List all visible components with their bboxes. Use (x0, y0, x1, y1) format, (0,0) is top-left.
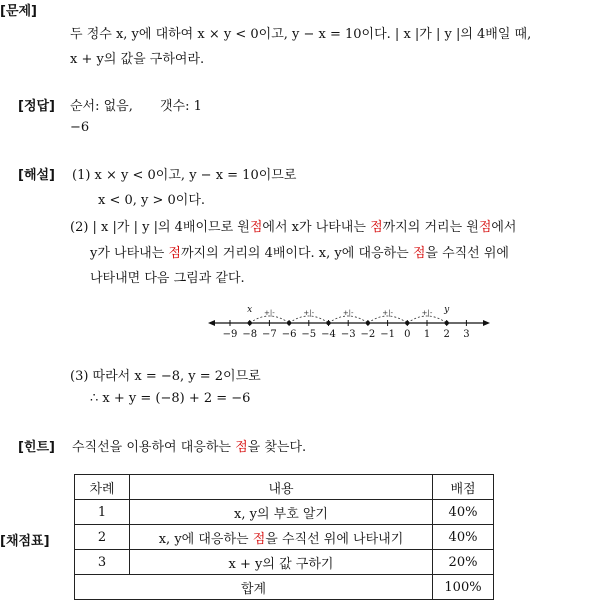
tick-label: −5 (301, 329, 317, 340)
arc-label: +|- (421, 309, 433, 317)
table-row (75, 525, 494, 550)
row-content: x, y에 대응하는 점을 수직선 위에 나타내기 (130, 525, 433, 550)
solution-step3-b: ∴ x + y = (−8) + 2 = −6 (90, 391, 251, 406)
arrow-right (483, 320, 490, 326)
tick-label: −8 (242, 329, 258, 340)
row-content: x, y의 부호 알기 (130, 500, 433, 525)
answer-label: [정답] (18, 99, 55, 114)
tick-label: −4 (321, 329, 336, 340)
solution-step3-a: (3) 따라서 x = −8, y = 2이므로 (70, 369, 261, 384)
solution-step2-a: (2) | x |가 | y |의 4배이므로 원점에서 x가 나타내는 점까지의 거리는 원점에서 (70, 220, 517, 235)
highlight-dot: 점 (478, 220, 492, 235)
table-row (75, 500, 494, 525)
row-points: 40% (433, 525, 494, 550)
hint-label: [힌트] (18, 440, 55, 455)
highlight-dot: 점 (252, 531, 266, 547)
arc-label: +|- (382, 309, 393, 317)
tick-label: −3 (340, 329, 356, 340)
arc-label: +|- (342, 309, 354, 317)
row-order: 3 (75, 550, 130, 575)
point-dot (287, 321, 291, 325)
header-points: 배점 (433, 475, 494, 500)
point-dot (405, 321, 409, 325)
solution-label: [해설] (18, 168, 55, 183)
tick-label: 0 (404, 329, 411, 340)
table-row (75, 550, 494, 575)
row-order: 2 (75, 525, 130, 550)
highlight-dot: 점 (370, 220, 383, 235)
header-order: 차례 (75, 475, 130, 500)
highlight-dot: 점 (235, 440, 248, 455)
problem-label: [문제] (0, 4, 37, 19)
point-dot (445, 321, 449, 325)
point-dot (326, 321, 330, 325)
row-points: 40% (433, 500, 494, 525)
tick-label: 1 (423, 329, 431, 340)
table-total-row (75, 575, 494, 600)
header-content: 내용 (130, 475, 433, 500)
point-dot (366, 321, 370, 325)
total-label: 합계 (75, 575, 433, 600)
highlight-dot: 점 (412, 246, 426, 261)
scoring-table (74, 474, 494, 600)
tick-label: −1 (380, 329, 395, 340)
tick-label: 3 (463, 329, 470, 340)
problem-line2: x + y의 값을 구하여라. (70, 52, 205, 67)
arrow-left (208, 320, 215, 326)
x-point-label: x (247, 306, 253, 315)
tick-label: −2 (360, 329, 376, 340)
number-line-figure (206, 306, 496, 342)
y-point-label: y (444, 306, 450, 315)
answer-order: 순서: 없음, (70, 99, 133, 114)
total-points: 100% (433, 575, 494, 600)
tick-label: −6 (281, 329, 297, 340)
scoring-label: [채점표] (0, 534, 50, 549)
solution-step1-b: x < 0, y > 0이다. (98, 193, 206, 208)
arc-label: +|- (264, 309, 275, 317)
answer-count: 갯수: 1 (160, 99, 202, 114)
highlight-dot: 점 (168, 246, 181, 261)
table-header-row (75, 475, 494, 500)
answer-value: −6 (70, 120, 90, 135)
solution-step1-a: (1) x × y < 0이고, y − x = 10이므로 (72, 168, 297, 183)
point-dot (248, 321, 252, 325)
hint-text: 수직선을 이용하여 대응하는 점을 찾는다. (72, 440, 307, 455)
row-content: x + y의 값 구하기 (130, 550, 433, 575)
tick-label: −7 (262, 329, 277, 340)
row-points: 20% (433, 550, 494, 575)
solution-step2-b: y가 나타내는 점까지의 거리의 4배이다. x, y에 대응하는 점을 수직선 위에 (90, 246, 509, 261)
arc-label: +|- (303, 309, 315, 317)
tick-label: −9 (222, 329, 238, 340)
problem-line1: 두 정수 x, y에 대하여 x × y < 0이고, y − x = 10이다. | x |가 | y |의 4배일 때, (70, 27, 532, 42)
highlight-dot: 점 (249, 220, 263, 235)
solution-step2-c: 나타내면 다음 그림과 같다. (90, 271, 245, 286)
row-order: 1 (75, 500, 130, 525)
tick-label: 2 (443, 329, 450, 340)
